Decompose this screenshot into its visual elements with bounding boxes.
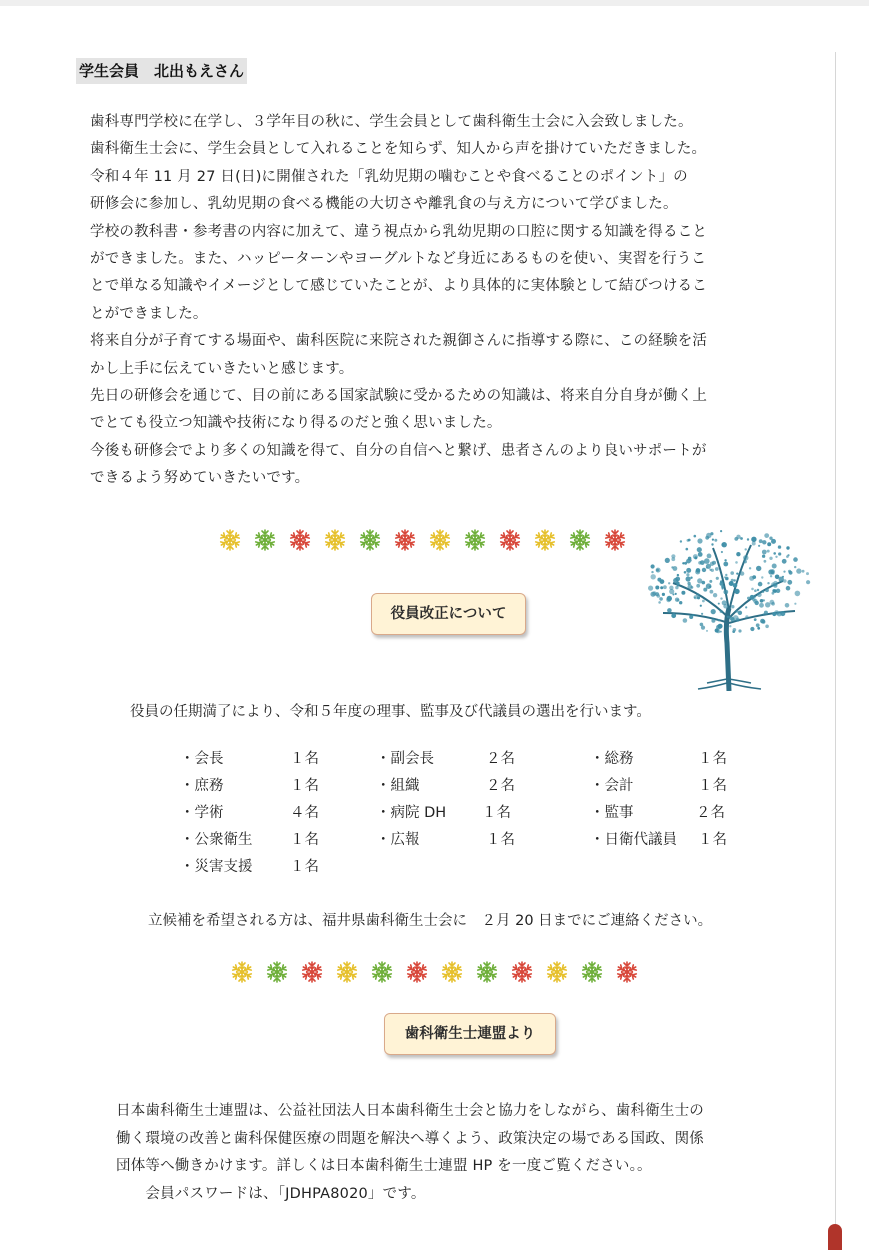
paragraph-line: 会員パスワードは、「JDHPA8020」です。 [116, 1185, 426, 1202]
officer-role-item [180, 748, 319, 770]
tree-icon [643, 523, 815, 691]
officer-role-count: １名 [290, 859, 319, 875]
snowflake-garland-top [218, 528, 638, 552]
paragraph-line: 先日の研修会を通じて、目の前にある国家試験に受かるための知識は、将来自分自身が働く上 [90, 388, 708, 405]
snowflake-icon [475, 960, 499, 984]
officer-role-count: １名 [290, 832, 319, 848]
federation-article [116, 1098, 816, 1208]
paragraph-line: とで単なる知識やイメージとして感じていたことが、より具体的に実体験として結びつけるこ [90, 278, 707, 295]
snowflake-icon [428, 528, 452, 552]
officer-role-item [376, 748, 515, 770]
paragraph-line: とができました。 [90, 305, 208, 322]
officer-role-list [180, 748, 780, 888]
officer-role-count: ２名 [696, 805, 725, 821]
officer-role-name: ・病院 DH [376, 805, 447, 821]
officer-role-item [590, 802, 725, 824]
snowflake-icon [300, 960, 324, 984]
student-member-article [90, 109, 790, 493]
election-intro-text: 役員の任期満了により、令和５年度の理事、監事及び代議員の選出を行います。 [130, 704, 651, 720]
officer-role-count: ４名 [290, 805, 319, 821]
paragraph-line: 今後も研修会でより多くの知識を得て、自分の自信へと繋げ、患者さんのより良いサポートが [90, 442, 707, 459]
officer-role-item [376, 775, 515, 797]
snowflake-icon [440, 960, 464, 984]
officer-role-name: ・学術 [180, 805, 224, 821]
officer-role-name: ・庶務 [180, 778, 224, 794]
officer-role-name: ・副会長 [376, 751, 434, 767]
snowflake-icon [288, 528, 312, 552]
officer-role-name: ・災害支援 [180, 859, 253, 875]
paragraph-line: 令和４年 11 月 27 日(日)に開催された「乳幼児期の噛むことや食べることのポイント」の [90, 168, 688, 185]
paragraph-line: 歯科専門学校に在学し、３学年目の秋に、学生会員として歯科衛生士会に入会致しました。 [90, 114, 693, 130]
paragraph-line: 学校の教科書・参考書の内容に加えて、違う視点から乳幼児期の口腔に関する知識を得ること [90, 223, 708, 240]
snowflake-icon [265, 960, 289, 984]
snowflake-icon [545, 960, 569, 984]
snowflake-icon [393, 528, 417, 552]
paragraph-line: 団体等へ働きかけます。詳しくは日本歯科衛生士連盟 HP を一度ご覧ください。。 [116, 1158, 652, 1174]
dh-federation-heading-button[interactable]: 歯科衛生士連盟より [384, 1013, 556, 1055]
paragraph-line: ができました。また、ハッピーターンやヨーグルトなど身近にあるものを使い、実習を行うこ [90, 251, 707, 268]
officer-role-count: １名 [698, 832, 727, 848]
paragraph-line: 歯科衛生士会に、学生会員として入れることを知らず、知人から声を掛けていただきました。 [90, 141, 707, 158]
officer-role-item [180, 775, 319, 797]
snowflake-icon [463, 528, 487, 552]
officer-role-item [590, 775, 727, 797]
page-edge-line [835, 52, 836, 1245]
snowflake-icon [335, 960, 359, 984]
snowflake-icon [405, 960, 429, 984]
paragraph-line: でとても役立つ知識や技術になり得るのだと強く思いました。 [90, 415, 502, 432]
officer-role-count: １名 [290, 751, 319, 767]
snowflake-icon [580, 960, 604, 984]
officer-role-item [590, 829, 727, 851]
snowflake-icon [230, 960, 254, 984]
officer-role-count: １名 [482, 805, 511, 821]
paragraph-line: 働く環境の改善と歯科保健医療の問題を解決へ導くよう、政策決定の場である国政、関係 [116, 1130, 704, 1147]
officer-role-name: ・組織 [376, 778, 420, 794]
section-title-student-member: 学生会員 北出もえさん [76, 58, 247, 84]
snowflake-icon [533, 528, 557, 552]
paragraph-line: 日本歯科衛生士連盟は、公益社団法人日本歯科衛生士会と協力をしながら、歯科衛生士の [116, 1103, 704, 1119]
officer-election-heading-button[interactable]: 役員改正について [371, 593, 526, 635]
officer-role-item [376, 802, 511, 824]
snowflake-icon [358, 528, 382, 552]
snowflake-icon [218, 528, 242, 552]
paragraph-line: かし上手に伝えていきたいと感じます。 [90, 360, 354, 377]
officer-role-count: １名 [290, 778, 319, 794]
snowflake-icon [568, 528, 592, 552]
officer-role-name: ・広報 [376, 832, 420, 848]
top-bar [0, 0, 869, 6]
officer-role-name: ・公衆衛生 [180, 832, 253, 848]
snowflake-icon [323, 528, 347, 552]
officer-role-name: ・総務 [590, 751, 634, 767]
snowflake-icon [603, 528, 627, 552]
officer-role-name: ・会長 [180, 751, 224, 767]
officer-role-item [180, 802, 319, 824]
officer-role-count: ２名 [486, 778, 515, 794]
snowflake-icon [615, 960, 639, 984]
paragraph-line: できるよう努めていきたいです。 [90, 470, 310, 487]
snowflake-icon [370, 960, 394, 984]
paragraph-line: 将来自分が子育てする場面や、歯科医院に来院された親御さんに指導する際に、この経験を活 [90, 333, 708, 350]
officer-role-name: ・監事 [590, 805, 634, 821]
officer-role-item [180, 829, 319, 851]
paragraph-line: 研修会に参加し、乳幼児期の食べる機能の大切さや離乳食の与え方について学びました。 [90, 196, 678, 213]
scroll-indicator[interactable] [828, 1224, 842, 1250]
officer-role-item [376, 829, 515, 851]
officer-role-count: １名 [698, 778, 727, 794]
officer-role-count: １名 [486, 832, 515, 848]
officer-role-name: ・会計 [590, 778, 634, 794]
snowflake-icon [510, 960, 534, 984]
snowflake-icon [253, 528, 277, 552]
officer-role-name: ・日衛代議員 [590, 832, 677, 848]
officer-role-count: ２名 [486, 751, 515, 767]
officer-role-item [180, 856, 319, 878]
snowflake-icon [498, 528, 522, 552]
officer-role-item [590, 748, 727, 770]
snowflake-garland-bottom [230, 960, 650, 984]
candidate-contact-note: 立候補を希望される方は、福井県歯科衛生士会に ２月 20 日までにご連絡ください。 [148, 913, 713, 929]
officer-role-count: １名 [698, 751, 727, 767]
